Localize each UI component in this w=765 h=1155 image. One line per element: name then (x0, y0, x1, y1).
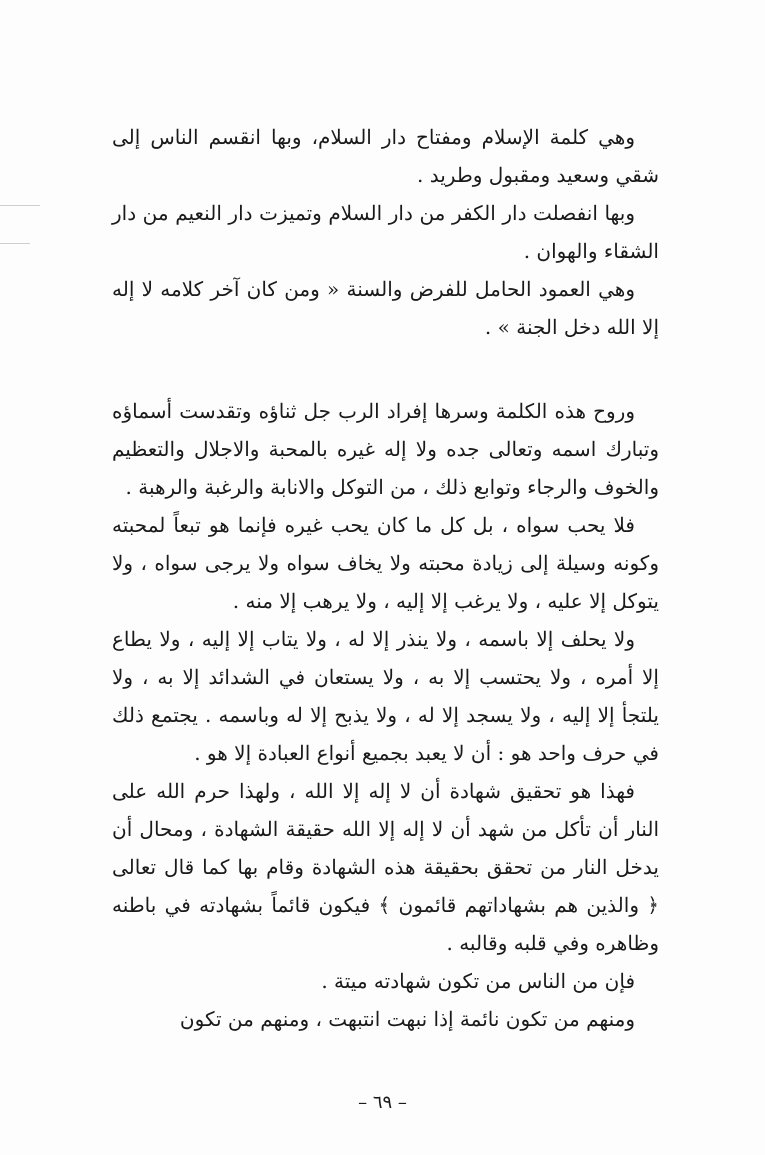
text-block-1 (112, 118, 659, 346)
page-number: – ٦٩ – (358, 1092, 407, 1113)
paragraph: فإن من الناس من تكون شهادته ميتة . (321, 969, 635, 993)
paragraph: وهي العمود الحامل للفرض والسنة « ومن كان آخر كلامه لا إله إلا الله دخل الجنة » . (112, 277, 659, 339)
scan-edge-mark (0, 205, 40, 206)
paragraph: فهذا هو تحقيق شهادة أن لا إله إلا الله ، ولهذا حرم الله على النار أن تأكل من شهد أن لا إله إلا الله حقيقة الشهادة ، ومحال أن يدخل النار من تحقق بحقيقة هذه الشهادة وقام بها كما قال تعالى ﴿ والذين هم بشهاداتهم قائمون ﴾ فيكون قائماً بشهادته في باطنه وظاهره وفي قلبه وقالبه . (112, 779, 659, 955)
paragraph: وهي كلمة الإسلام ومفتاح دار السلام، وبها انقسم الناس إلى شقي وسعيد ومقبول وطريد . (112, 125, 659, 187)
text-block-2 (112, 392, 659, 1038)
paragraph: فلا يحب سواه ، بل كل ما كان يحب غيره فإنما هو تبعاً لمحبته وكونه وسيلة إلى زيادة محبته ولا يخاف سواه ولا يرجى سواه ، ولا يتوكل إلا عليه ، ولا يرغب إلا إليه ، ولا يرهب إلا منه . (112, 513, 659, 613)
paragraph: ولا يحلف إلا باسمه ، ولا ينذر إلا له ، ولا يتاب إلا إليه ، ولا يطاع إلا أمره ، ولا يحتسب إلا به ، ولا يستعان في الشدائد إلا به ، ولا يلتجأ إلا إليه ، ولا يسجد إلا له ، ولا يذبح إلا له وباسمه . يجتمع ذلك في حرف واحد هو : أن لا يعبد بجميع أنواع العبادة إلا هو . (112, 627, 659, 765)
scan-edge-mark (0, 243, 30, 244)
paragraph: وروح هذه الكلمة وسرها إفراد الرب جل ثناؤه وتقدست أسماؤه وتبارك اسمه وتعالى جده ولا إله غيره بالمحبة والاجلال والتعظيم والخوف والرجاء وتوابع ذلك ، من التوكل والانابة والرغبة والرهبة . (112, 399, 659, 499)
paragraph: ومنهم من تكون نائمة إذا نبهت انتبهت ، ومنهم من تكون (179, 1007, 635, 1031)
paragraph: وبها انفصلت دار الكفر من دار السلام وتميزت دار النعيم من دار الشقاء والهوان . (112, 201, 659, 263)
